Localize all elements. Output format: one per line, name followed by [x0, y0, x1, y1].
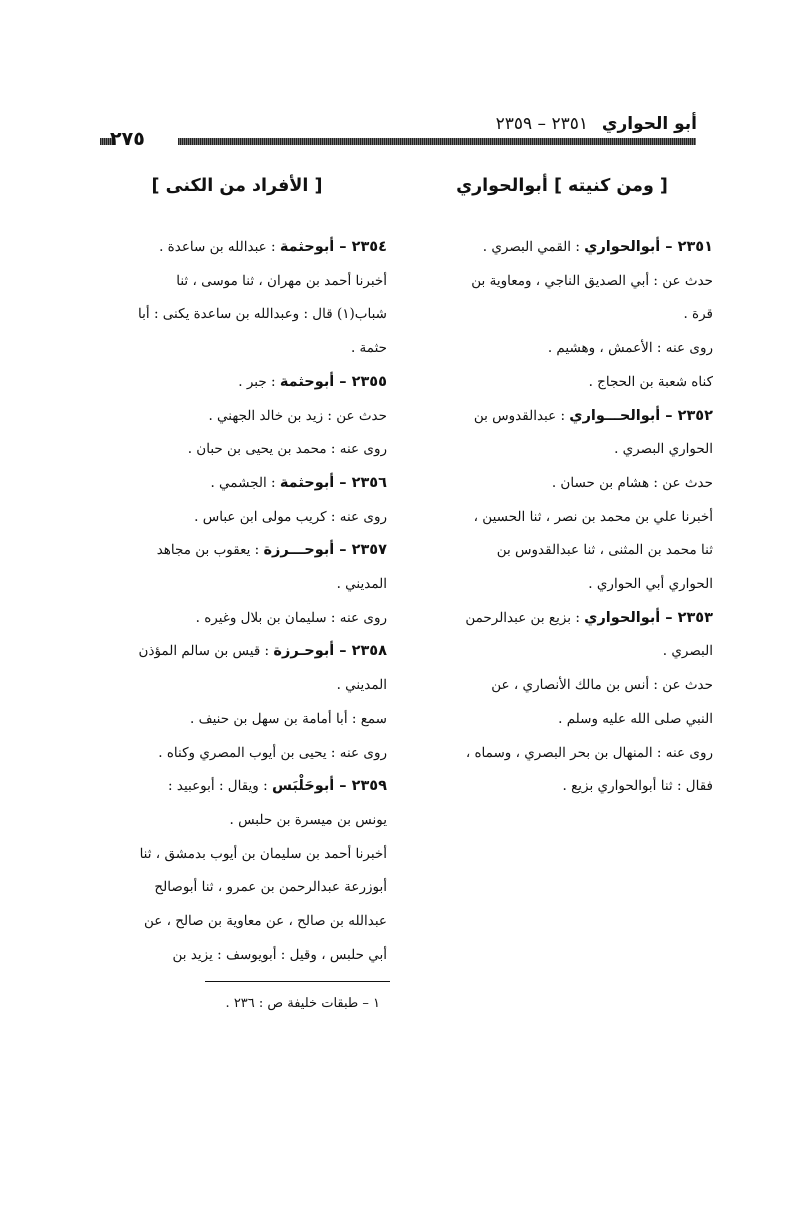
entry-text: حدث عن : هشام بن حسان .: [551, 474, 713, 491]
right-column-line: [411, 366, 713, 400]
entry-text: : بزيع بن عبدالرحمن: [465, 609, 585, 626]
left-column-line: [87, 433, 387, 467]
entry-text: : قيس بن سالم المؤذن: [138, 643, 274, 660]
entry-text: أخبرنا أحمد بن مهران ، ثنا موسى ، ثنا: [176, 272, 387, 289]
left-column-line: [87, 838, 387, 872]
entry-text: حدث عن : أبي الصديق الناجي ، ومعاوية بن: [471, 272, 713, 289]
running-head-title: أبو الحواري: [601, 114, 697, 134]
right-column-line: [411, 703, 713, 737]
right-column-line: [411, 400, 713, 434]
left-column-line: [87, 905, 387, 939]
entry-text: أخبرنا أحمد بن سليمان بن أيوب بدمشق ، ثنا: [139, 845, 387, 862]
entry-text: روى عنه : المنهال بن بحر البصري ، وسماه ،: [465, 744, 713, 761]
right-column-line: [411, 298, 713, 332]
footnote-divider: [205, 981, 390, 982]
right-column-heading: [ ومن كنيته ] أبوالحواري: [456, 176, 668, 196]
entry-title: ٢٣٥٨ – أبوحـرزة: [273, 643, 387, 660]
entry-text: الحواري البصري .: [614, 441, 713, 458]
left-column-line: [87, 400, 387, 434]
entry-text: : يعقوب بن مجاهد: [156, 542, 264, 559]
entry-text: المديني .: [336, 576, 387, 593]
entry-text: روى عنه : كريب مولى ابن عباس .: [194, 508, 387, 525]
entry-text: روى عنه : سليمان بن بلال وغيره .: [195, 609, 387, 626]
right-column-line: [411, 534, 713, 568]
left-column: [87, 166, 387, 972]
entry-text: حثمة .: [350, 340, 387, 357]
entry-text: كناه شعبة بن الحجاج .: [588, 373, 713, 390]
entry-text: : ويقال : أبوعبيد :: [168, 778, 272, 795]
entry-text: : الجشمي .: [210, 474, 280, 491]
right-column-line: [411, 568, 713, 602]
left-column-line: [87, 568, 387, 602]
entry-text: قرة .: [683, 306, 713, 323]
entry-text: حدث عن : أنس بن مالك الأنصاري ، عن: [491, 677, 713, 694]
entry-title: ٢٣٥١ – أبوالحواري: [584, 239, 713, 255]
entry-text: شباب(١) قال : وعبدالله بن ساعدة يكنى : أبا: [138, 306, 387, 323]
right-column: [411, 166, 713, 804]
left-column-heading: [ الأفراد من الكنى ]: [151, 176, 323, 196]
entry-title: ٢٣٥٣ – أبوالحواري: [584, 609, 713, 626]
left-column-line: [87, 703, 387, 737]
right-column-line: [411, 669, 713, 703]
entry-text: المديني .: [336, 677, 387, 694]
left-column-line: [87, 804, 387, 838]
left-column-line: [87, 231, 387, 265]
entry-title: ٢٣٥٤ – أبوحثمة: [279, 239, 387, 255]
left-column-line: [87, 669, 387, 703]
right-column-line: [411, 231, 713, 265]
entry-text: روى عنه : محمد بن يحيى بن حبان .: [187, 441, 387, 458]
entry-text: النبي صلى الله عليه وسلم .: [558, 710, 713, 727]
entry-title: ٢٣٥٦ – أبوحثمة: [279, 474, 387, 491]
entry-text: روى عنه : الأعمش ، وهشيم .: [547, 340, 713, 357]
left-column-line: [87, 737, 387, 771]
left-column-line: [87, 534, 387, 568]
entry-text: : عبدالله بن ساعدة .: [159, 239, 280, 255]
right-column-line: [411, 770, 713, 804]
right-column-line: [411, 433, 713, 467]
entry-text: عبدالله بن صالح ، عن معاوية بن صالح ، عن: [143, 913, 387, 930]
running-head: [496, 114, 697, 134]
header-rule: [178, 138, 696, 145]
left-column-line: [87, 366, 387, 400]
right-column-line: [411, 332, 713, 366]
entry-text: : جبر .: [238, 373, 280, 390]
left-column-line: [87, 939, 387, 973]
entry-title: ٢٣٥٩ – أبوحَلْبَس: [271, 778, 387, 795]
entry-text: الحواري أبي الحواري .: [588, 576, 713, 593]
entry-text: البصري .: [662, 643, 713, 660]
entry-text: أخبرنا علي بن محمد بن نصر ، ثنا الحسين ،: [473, 508, 713, 525]
left-column-line: [87, 332, 387, 366]
entry-text: : القمي البصري .: [482, 239, 585, 255]
left-column-line: [87, 770, 387, 804]
right-column-line: [411, 265, 713, 299]
entry-text: يونس بن ميسرة بن حلبس .: [229, 811, 387, 828]
entry-text: حدث عن : زيد بن خالد الجهني .: [208, 407, 387, 424]
entry-text: ثنا محمد بن المثنى ، ثنا عبدالقدوس بن: [496, 542, 713, 559]
entry-title: ٢٣٥٧ – أبوحـــرزة: [263, 542, 387, 559]
right-column-line: [411, 737, 713, 771]
left-column-line: [87, 265, 387, 299]
right-column-line: [411, 501, 713, 535]
right-column-line: [411, 467, 713, 501]
entry-title: ٢٣٥٢ – أبوالحـــواري: [569, 407, 713, 424]
left-column-line: [87, 871, 387, 905]
entry-text: فقال : ثنا أبوالحواري بزيع .: [562, 778, 713, 795]
right-column-line: [411, 602, 713, 636]
entry-title: ٢٣٥٥ – أبوحثمة: [279, 373, 387, 390]
running-head-range: ٢٣٥١ – ٢٣٥٩: [495, 114, 588, 134]
left-column-body: [87, 231, 387, 972]
left-column-line: [87, 635, 387, 669]
entry-text: سمع : أبا أمامة بن سهل بن حنيف .: [190, 710, 387, 727]
left-column-line: [87, 501, 387, 535]
footnote: ١ – طبقات خليفة ص : ٢٣٦ .: [225, 996, 380, 1011]
left-column-line: [87, 467, 387, 501]
left-column-line: [87, 298, 387, 332]
entry-text: أبوزرعة عبدالرحمن بن عمرو ، ثنا أبوصالح: [154, 879, 387, 896]
entry-text: : عبدالقدوس بن: [473, 407, 570, 424]
page-number: ٢٧٥: [110, 128, 145, 150]
right-column-line: [411, 635, 713, 669]
entry-text: أبي حلبس ، وقيل : أبويوسف : يزيد بن: [172, 946, 387, 963]
left-column-line: [87, 602, 387, 636]
entry-text: روى عنه : يحيى بن أيوب المصري وكناه .: [158, 744, 387, 761]
right-column-body: [411, 231, 713, 804]
